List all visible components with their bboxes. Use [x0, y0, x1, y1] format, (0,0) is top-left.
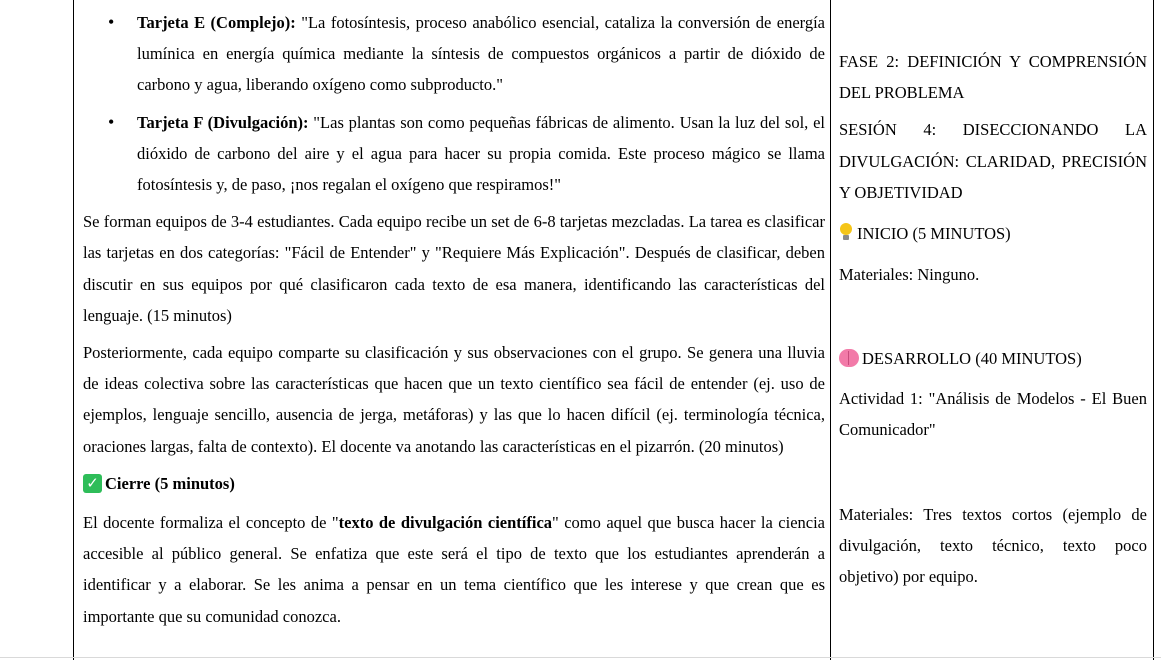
- desarrollo-heading: [839, 343, 1147, 374]
- closing-heading-text: Cierre (5 minutos): [105, 473, 235, 493]
- check-mark-button-icon: ✓: [83, 474, 102, 493]
- paragraph-share: Posteriormente, cada equipo comparte su clasificación y sus observaciones con el grupo. Se genera una lluvia de ideas colectiva sobre las características que hacen que un texto científico sea fácil de entender (ej. uso de ejemplos, lenguaje sencillo, ausencia de jerga, metáforas) y las que lo hacen difícil (ej. terminología técnica, oraciones largas, falta de contexto). El docente va anotando las características en el pizarrón. (20 minutos): [83, 343, 825, 456]
- inicio-heading: [839, 218, 1147, 249]
- light-bulb-icon: [839, 223, 853, 241]
- closing-text-before: El docente formaliza el concepto de ": [83, 513, 339, 533]
- closing-text-bold: texto de divulgación científica: [338, 513, 553, 533]
- desarrollo-heading-text: DESARROLLO (40 MINUTOS): [862, 349, 1082, 369]
- table-border-right: [1153, 0, 1154, 660]
- table-border-middle: [830, 0, 831, 660]
- bottom-divider: [0, 657, 1161, 658]
- closing-text-after: " como aquel que busca hacer la ciencia accesible al público general. Se enfatiza que este será el tipo de texto que los estudiantes aprenderán a identificar y a elaborar. Se les anima a pensar en un tema científico que les interese y que crean que es importante que su comunidad conozca.: [83, 513, 825, 626]
- inicio-heading-text: INICIO (5 MINUTOS): [857, 224, 1011, 244]
- left-column: [83, 7, 825, 638]
- actividad-title: Actividad 1: "Análisis de Modelos - El Buen Comunicador": [839, 388, 1147, 439]
- materiales-desarrollo: Materiales: Tres textos cortos (ejemplo de divulgación, texto técnico, texto poco objetivo) por equipo.: [839, 505, 1147, 587]
- table-border-left: [73, 0, 74, 660]
- session-title: SESIÓN 4: DISECCIONANDO LA DIVULGACIÓN: CLARIDAD, PRECISIÓN Y OBJETIVIDAD: [839, 120, 1147, 202]
- card-f-item: [83, 107, 825, 201]
- card-f-text: "Las plantas son como pequeñas fábricas de alimento. Usan la luz del sol, el dióxido de carbono del aire y el agua para hacer su propia comida. Este proceso mágico se llama fotosíntesis y, de paso, ¡nos regalan el oxígeno que respiramos!": [137, 112, 825, 195]
- phase-title: FASE 2: DEFINICIÓN Y COMPRENSIÓN DEL PROBLEMA: [839, 52, 1147, 103]
- card-e-item: [83, 7, 825, 101]
- card-f-label: Tarjeta F (Divulgación):: [137, 112, 309, 132]
- brain-icon: [839, 349, 859, 367]
- right-column: [839, 46, 1147, 599]
- card-e-label: Tarjeta E (Complejo):: [137, 13, 296, 32]
- card-e-text: "La fotosíntesis, proceso anabólico esencial, cataliza la conversión de energía lumínica en energía química mediante la síntesis de compuestos orgánicos a partir de dióxido de carbono y agua, liberando oxígeno como subproducto.": [137, 13, 825, 95]
- paragraph-teams: Se forman equipos de 3-4 estudiantes. Cada equipo recibe un set de 6-8 tarjetas mezcladas. La tarea es clasificar las tarjetas en dos categorías: "Fácil de Entender" y "Requiere Más Explicación". Después de clasificar, deben discutir en sus equipos por qué clasificaron cada texto de esa manera, identificando las características del lenguaje. (15 minutos): [83, 212, 825, 325]
- closing-paragraph: [83, 507, 825, 632]
- closing-heading: [83, 468, 825, 499]
- materiales-inicio: Materiales: Ninguno.: [839, 265, 980, 285]
